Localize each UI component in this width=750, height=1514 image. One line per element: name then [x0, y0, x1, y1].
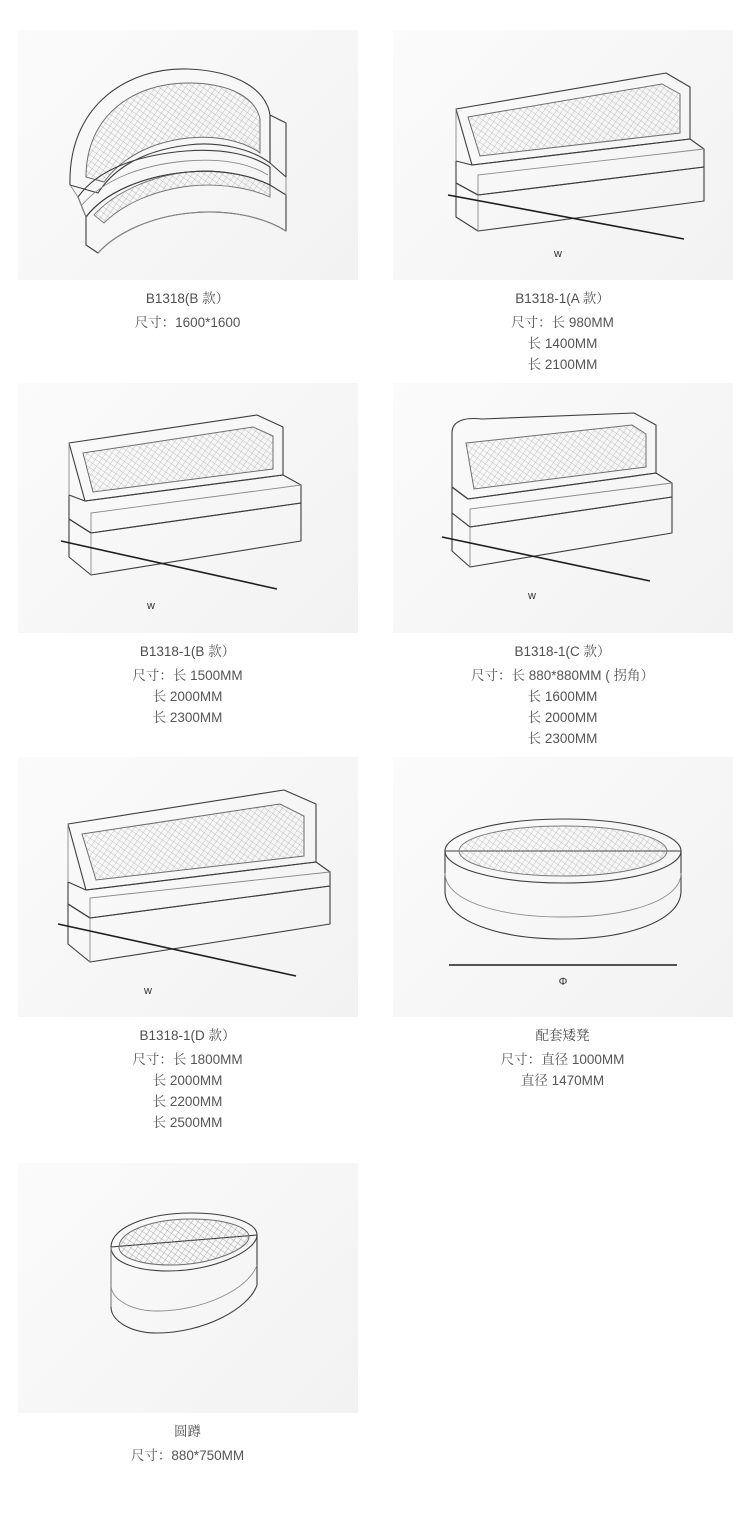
product-title: B1318-1(B 款） — [139, 644, 236, 659]
product-cell-round-ottoman — [375, 757, 750, 1141]
dimension-line — [442, 537, 650, 581]
dimension-marker-label: w — [527, 589, 536, 602]
product-dimension: 长 2200MM — [152, 1094, 223, 1109]
product-cell-b1318-1-a — [375, 30, 750, 383]
round-ottoman-drawing — [413, 775, 713, 1000]
product-dimension: 长 2000MM — [152, 689, 223, 704]
product-dimension: 尺寸：长 1800MM — [132, 1052, 243, 1067]
figure-round-ottoman — [393, 757, 733, 1017]
half-round-stool-drawing — [53, 1193, 323, 1383]
product-title: B1318-1(C 款） — [514, 644, 611, 659]
dimension-marker-label: w — [143, 984, 152, 997]
caption-round-stool — [8, 1413, 367, 1466]
dimension-line — [58, 924, 296, 976]
dimension-marker-label: w — [553, 247, 562, 260]
product-cell-b1318-b — [0, 30, 375, 383]
product-dimension: 长 2000MM — [527, 710, 598, 725]
product-dimension: 尺寸：直径 1000MM — [500, 1052, 625, 1067]
bench-sofa-c-drawing — [408, 391, 718, 626]
figure-half-round-stool — [18, 1163, 358, 1413]
product-cell-round-stool — [0, 1163, 375, 1474]
product-title: B1318-1(D 款） — [139, 1028, 236, 1043]
bench-sofa-d-drawing — [28, 770, 348, 1005]
product-dimension: 长 2300MM — [527, 731, 598, 746]
product-title: 配套矮凳 — [535, 1028, 590, 1043]
product-dimension: 尺寸：880*750MM — [130, 1448, 245, 1463]
figure-bench-sofa-d — [18, 757, 358, 1017]
product-title: 圆蹲 — [174, 1424, 201, 1439]
figure-bench-sofa-c — [393, 383, 733, 633]
product-dimension: 尺寸：长 980MM — [511, 315, 614, 330]
product-dimension: 尺寸：长 1500MM — [132, 668, 243, 683]
caption-b1318-1-a — [383, 280, 742, 375]
figure-curved-sofa — [18, 30, 358, 280]
figure-bench-sofa-b — [18, 383, 358, 633]
bench-sofa-a-drawing — [408, 43, 718, 268]
product-title: B1318-1(A 款） — [515, 291, 610, 306]
product-cell-b1318-1-c — [375, 383, 750, 757]
product-dimension: 长 1600MM — [527, 689, 598, 704]
caption-b1318-1-d — [8, 1017, 367, 1133]
diameter-marker-label: Φ — [558, 975, 567, 988]
product-row-round-stool — [0, 1163, 750, 1474]
product-cell-b1318-1-b — [0, 383, 375, 757]
product-dimension: 长 2100MM — [527, 357, 598, 372]
product-dimension: 长 2300MM — [152, 710, 223, 725]
product-dimension: 长 2500MM — [152, 1115, 223, 1130]
caption-b1318-1-b — [8, 633, 367, 728]
dimension-marker-label: w — [146, 599, 155, 612]
dimension-line — [448, 195, 684, 239]
dimension-line — [61, 541, 277, 589]
curved-sofa-drawing — [38, 45, 338, 265]
figure-bench-sofa-a — [393, 30, 733, 280]
product-dimension: 长 2000MM — [152, 1073, 223, 1088]
caption-round-ottoman — [383, 1017, 742, 1091]
caption-b1318-b — [8, 280, 367, 333]
product-title: B1318(B 款） — [145, 291, 230, 306]
product-cell-b1318-1-d — [0, 757, 375, 1141]
product-dimension: 长 1400MM — [527, 336, 598, 351]
product-grid — [0, 30, 750, 1141]
caption-b1318-1-c — [383, 633, 742, 749]
product-dimension: 直径 1470MM — [520, 1073, 605, 1088]
product-dimension: 尺寸：1600*1600 — [134, 315, 241, 330]
bench-sofa-b-drawing — [33, 391, 343, 626]
product-dimension: 尺寸：长 880*880MM ( 拐角） — [470, 668, 655, 683]
